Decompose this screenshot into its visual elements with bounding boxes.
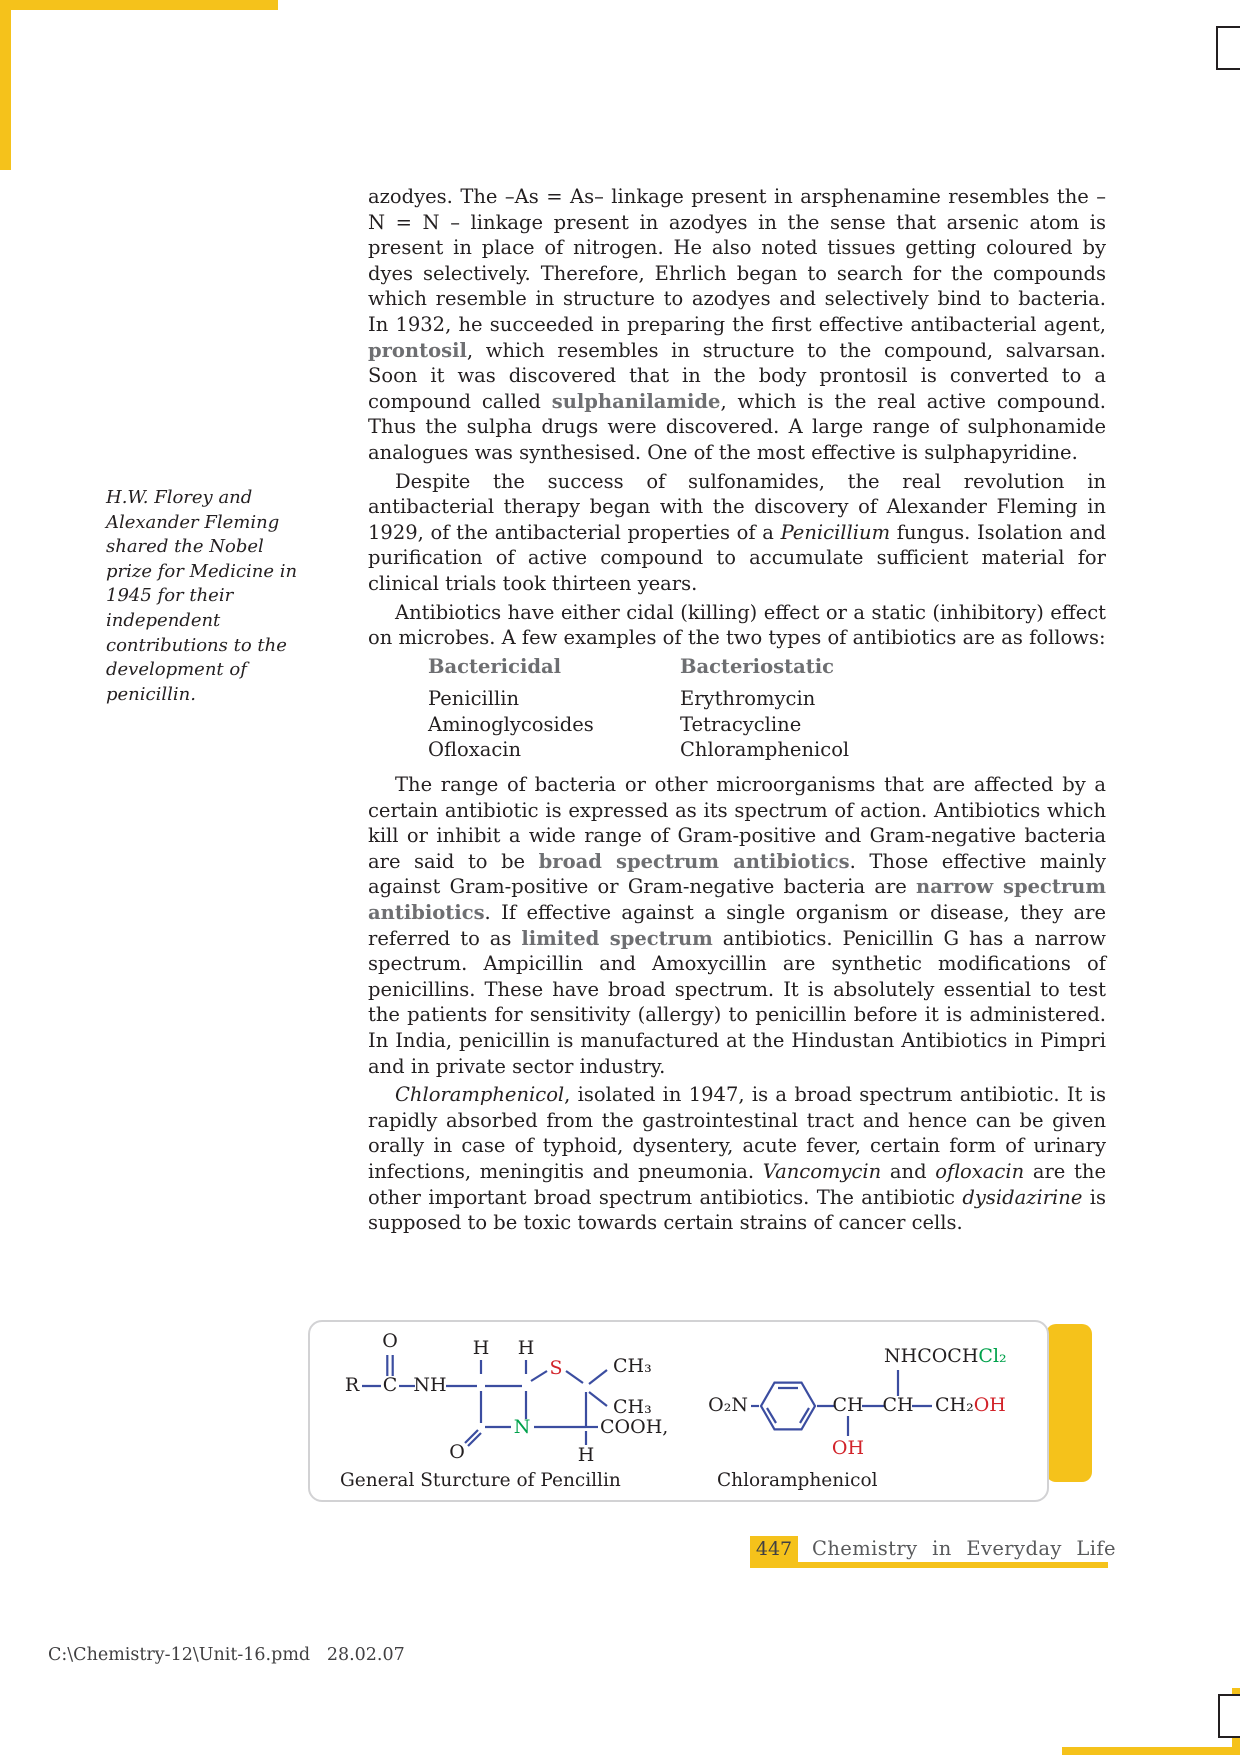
antibiotics-list <box>428 654 1106 763</box>
chloramphenicol-caption: Chloramphenicol <box>717 1470 878 1491</box>
paragraph-azodyes: azodyes. The –As = As– linkage present in arsphenamine resembles the –N = N – linkage present in azodyes in the sense that arsenic atom is present in place of nitrogen. He also noted tissues getting coloured by dyes selectively. Therefore, Ehrlich began to search for the compounds which resemble in structure to azodyes and selectively bind to bacteria. In 1932, he succeeded in preparing the first effective antibacterial agent, prontosil, which resembles in structure to the compound, salvarsan. Soon it was discovered that in the body prontosil is converted to a compound called sulphanilamide, which is the real active compound. Thus the sulpha drugs were discovered. A large range of sulphonamide analogues was synthesised. One of the most effective is sulphapyridine. <box>368 185 1107 464</box>
file-path-line <box>48 1645 405 1665</box>
bactericidal-header: Bactericidal <box>428 654 562 678</box>
list-item: Aminoglycosides <box>428 712 594 736</box>
penicillin-structure-diagram <box>338 1324 678 1469</box>
list-item: Ofloxacin <box>428 738 522 762</box>
main-text-column <box>368 184 1106 1239</box>
atom-label: H <box>577 1444 595 1466</box>
paragraph-spectrum: The range of bacteria or other microorganisms that are affected by a certain antibiotic is expressed as its spectrum of action. Antibiotics which kill or inhibit a wide range of Gram-positive and Gram-negative bacteria are said to be broad spectrum antibiotics. Those effective mainly against Gram-positive or Gram-negative bacteria are narrow spectrum antibiotics. If effective against a single organism or disease, they are referred to as limited spectrum antibiotics. Penicillin G has a narrow spectrum. Ampicillin and Amoxycillin are synthetic modifications of penicillins. These have broad spectrum. It is absolutely essential to test the patients for sensitivity (allergy) to penicillin before it is administered. In India, penicillin is manufactured at the Hindustan Antibiotics in Pimpri and in private sector industry. <box>368 773 1107 1078</box>
structures-panel <box>308 1320 1049 1502</box>
footer-chapter-title: Chemistry in Everyday Life <box>812 1537 1116 1560</box>
atom-label: O <box>449 1441 465 1463</box>
left-edge-yellow-bar <box>0 0 11 170</box>
panel-yellow-accent-bar <box>1046 1324 1092 1482</box>
sidebar-note: H.W. Florey and Alexander Fleming shared the Nobel prize for Medicine in 1945 for their independent contributions to the development of penicillin. <box>106 487 298 705</box>
bactericidal-column <box>428 654 680 763</box>
list-item: Chloramphenicol <box>680 738 850 762</box>
amide-label: NHCOCHCl₂ <box>884 1345 1007 1367</box>
atom-label: O₂N <box>708 1394 748 1416</box>
atom-label: COOH, <box>600 1416 669 1438</box>
footer-yellow-underline <box>750 1562 1108 1568</box>
bottom-edge-yellow-bar <box>1062 1747 1240 1755</box>
sulfur-atom-label: S <box>549 1357 563 1379</box>
atom-label: CH₃ <box>613 1396 652 1418</box>
top-right-corner-mark <box>1216 26 1240 70</box>
list-item: Penicillin <box>428 687 520 711</box>
hydroxyl-label: OH <box>831 1437 865 1459</box>
bottom-right-corner-mark <box>1218 1694 1240 1738</box>
paragraph-antibiotic-types: Antibiotics have either cidal (killing) effect or a static (inhibitory) effect on microbes. A few examples of the two types of antibiotics are as follows: <box>368 600 1106 650</box>
file-date: 28.02.07 <box>326 1645 405 1665</box>
paragraph-chloramphenicol: Chloramphenicol, isolated in 1947, is a broad spectrum antibiotic. It is rapidly absorbed from the gastrointestinal tract and hence can be given orally in case of typhoid, dysentery, acute fever, certain form of urinary infections, meningitis and pneumonia. Vancomycin and ofloxacin are the other important broad spectrum antibiotics. The antibiotic dysidazirine is supposed to be toxic towards certain strains of cancer cells. <box>368 1083 1106 1235</box>
atom-label: CH <box>832 1394 864 1416</box>
page-number: 447 <box>750 1536 798 1563</box>
atom-label: R <box>344 1374 360 1396</box>
atom-label: H <box>517 1337 535 1359</box>
bacteriostatic-column <box>680 654 1106 763</box>
atom-label: O <box>382 1330 398 1352</box>
chloramphenicol-structure-diagram <box>708 1326 1038 1466</box>
top-edge-yellow-bar <box>0 0 278 10</box>
list-item: Erythromycin <box>680 687 816 711</box>
atom-label: NH <box>413 1374 447 1396</box>
atom-label: CH₂OH <box>935 1394 1006 1416</box>
file-path: C:\Chemistry-12\Unit-16.pmd <box>48 1645 311 1665</box>
penicillin-caption: General Sturcture of Pencillin <box>340 1470 621 1491</box>
bacteriostatic-header: Bacteriostatic <box>680 654 835 678</box>
atom-label: H <box>472 1337 490 1359</box>
list-item: Tetracycline <box>680 712 802 736</box>
paragraph-fleming: Despite the success of sulfonamides, the real revolution in antibacterial therapy began with the discovery of Alexander Fleming in 1929, of the antibacterial properties of a Penicillium fungus. Isolation and purification of active compound to accumulate sufficient material for clinical trials took thirteen years. <box>368 469 1106 595</box>
atom-label: CH <box>882 1394 914 1416</box>
nitrogen-atom-label: N <box>513 1416 531 1438</box>
atom-label: C <box>382 1374 398 1396</box>
atom-label: CH₃ <box>613 1355 652 1377</box>
